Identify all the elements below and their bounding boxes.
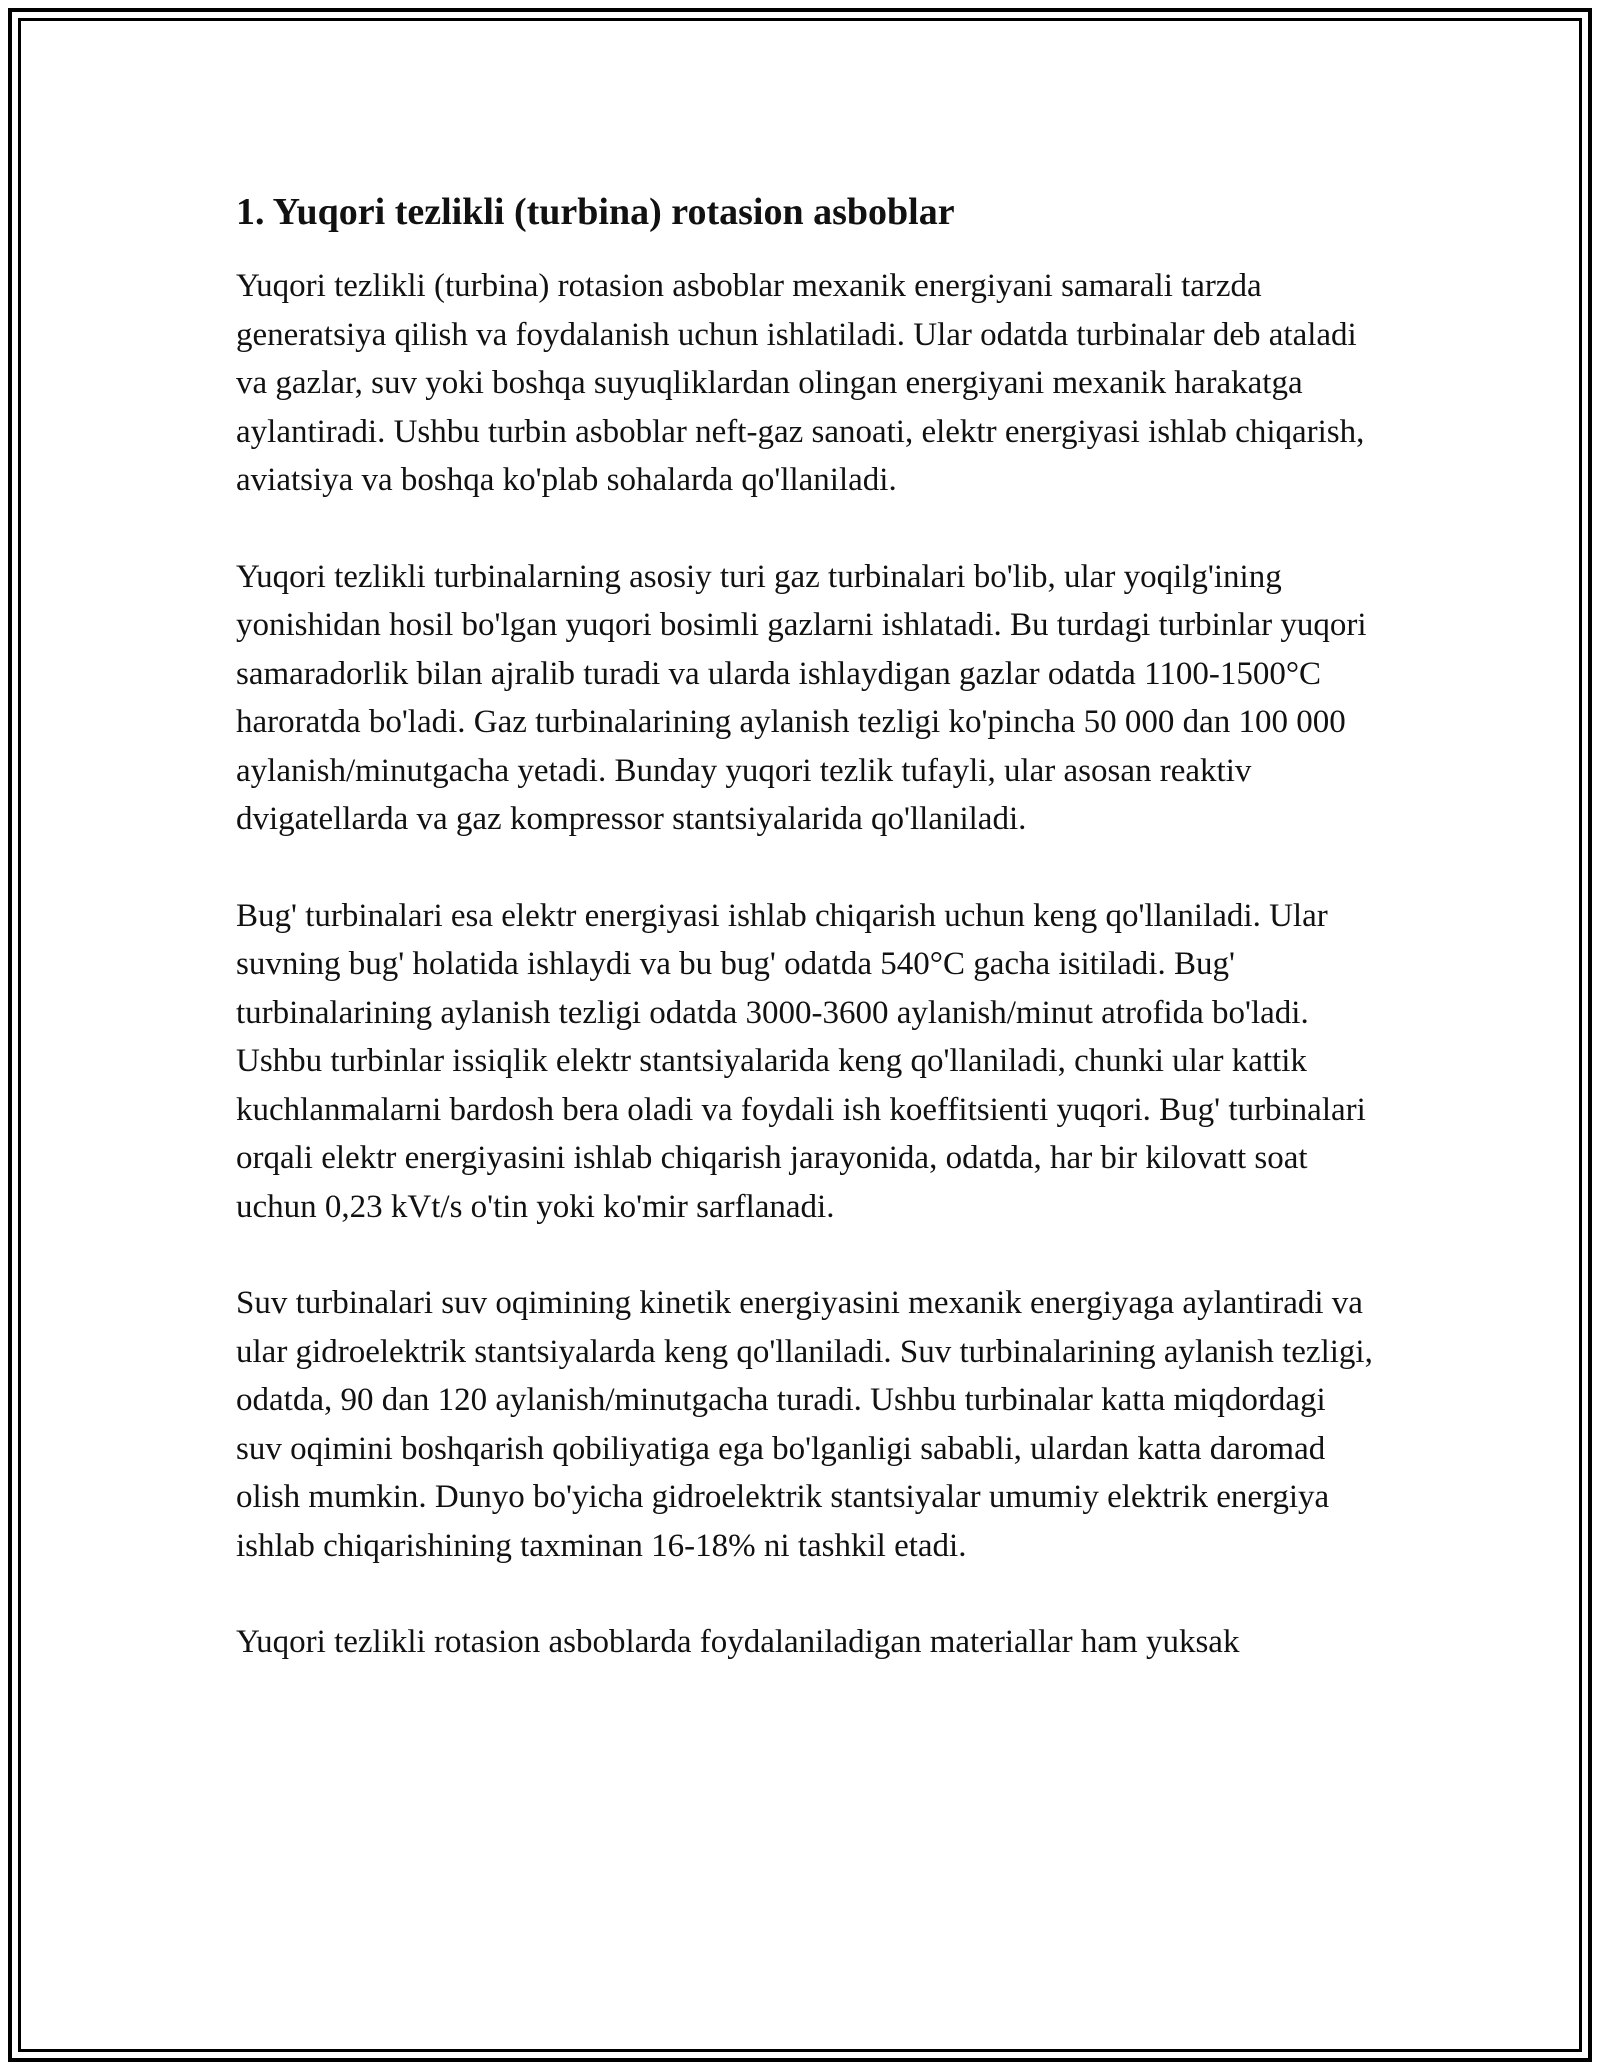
paragraph-steam-turbines: Bug' turbinalari esa elektr energiyasi ishlab chiqarish uchun keng qo'llaniladi. Ular suvning bug' holatida ishlaydi va bu bug' odatda 540°C gacha isitiladi. Bug' turbinalarining aylanish tezligi odatda 3000-3600 aylanish/minut atrofida bo'ladi. Ushbu turbinlar issiqlik elektr stantsiyalarida keng qo'llaniladi, chunki ular kattik kuchlanmalarni bardosh bera oladi va foydali ish koeffitsienti yuqori. Bug' turbinalari orqali elektr energiyasini ishlab chiqarish jarayonida, odatda, har bir kilovatt soat uchun 0,23 kVt/s o'tin yoki ko'mir sarflanadi. xyxy=(236,897,1366,1225)
paragraph-intro: Yuqori tezlikli (turbina) rotasion asboblar mexanik energiyani samarali tarzda generatsiya qilish va foydalanish uchun ishlatiladi. Ular odatda turbinalar deb ataladi va gazlar, suv yoki boshqa suyuqliklardan olingan energiyani mexanik harakatga aylantiradi. Ushbu turbin asboblar neft-gaz sanoati, elektr energiyasi ishlab chiqarish, aviatsiya va boshqa ko'plab sohalarda qo'llaniladi. xyxy=(236,268,1365,498)
paragraph-water-turbines: Suv turbinalari suv oqimining kinetik energiyasini mexanik energiyaga aylantiradi va ular gidroelektrik stantsiyalarda keng qo'llaniladi. Suv turbinalarining aylanish tezligi, odatda, 90 dan 120 aylanish/minutgacha turadi. Ushbu turbinalar katta miqdordagi suv oqimini boshqarish qobiliyatiga ega bo'lganligi sababli, ulardan katta daromad olish mumkin. Dunyo bo'yicha gidroelektrik stantsiyalar umumiy elektrik energiya ishlab chiqarishining taxminan 16-18% ni tashkil etadi. xyxy=(236,1285,1373,1564)
section-heading: 1. Yuqori tezlikli (turbina) rotasion asboblar xyxy=(236,191,955,233)
paragraph-materials: Yuqori tezlikli rotasion asboblarda foydalaniladigan materiallar ham yuksak xyxy=(236,1624,1240,1660)
document-body xyxy=(236,186,1376,1715)
paragraph-gas-turbines: Yuqori tezlikli turbinalarning asosiy turi gaz turbinalari bo'lib, ular yoqilg'ining yonishidan hosil bo'lgan yuqori bosimli gazlarni ishlatadi. Bu turdagi turbinlar yuqori samaradorlik bilan ajralib turadi va ularda ishlaydigan gazlar odatda 1100-1500°C haroratda bo'ladi. Gaz turbinalarining aylanish tezligi ko'pincha 50 000 dan 100 000 aylanish/minutgacha yetadi. Bunday yuqori tezlik tufayli, ular asosan reaktiv dvigatellarda va gaz kompressor stantsiyalarida qo'llaniladi. xyxy=(236,558,1367,837)
